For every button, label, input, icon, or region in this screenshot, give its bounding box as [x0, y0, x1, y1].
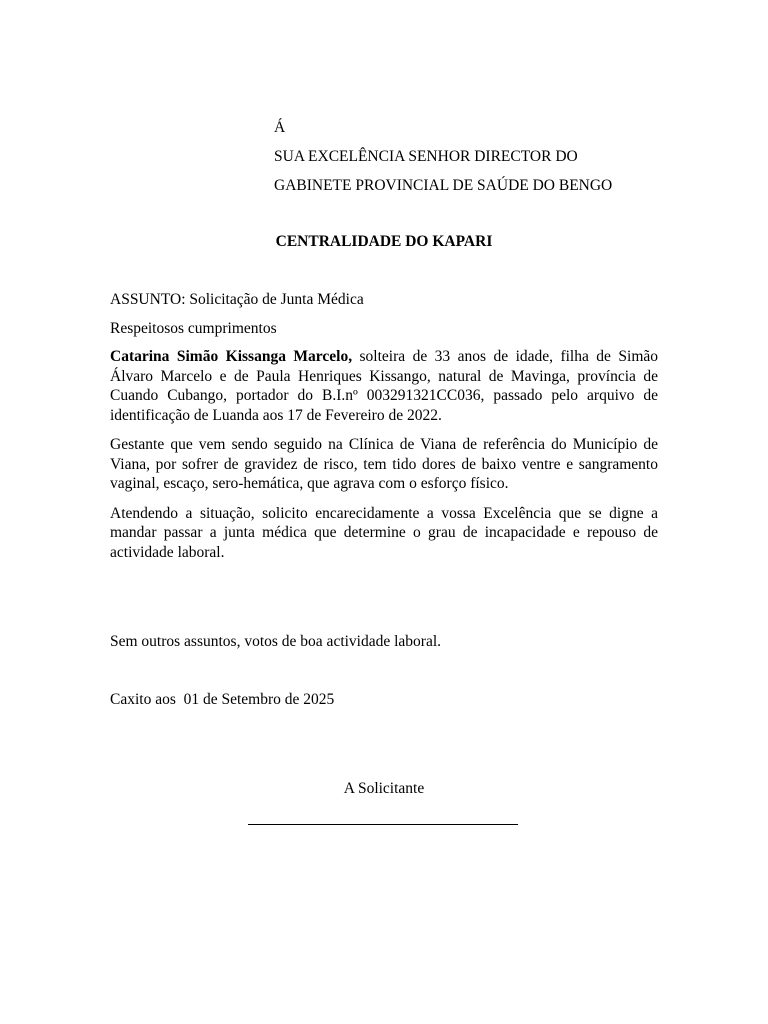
signature-line	[248, 824, 518, 825]
letter-body	[110, 290, 658, 572]
paragraph-condition: Gestante que vem sendo seguido na Clínica de Viana de referência do Município de Viana, por sofrer de gravidez de risco, tem tido dores de baixo ventre e sangramento vaginal, escaço, sero-hemática, que agrava com o esforço físico.	[110, 436, 658, 492]
recipient-line-2: SUA EXCELÊNCIA SENHOR DIRECTOR DO	[274, 148, 578, 165]
greeting-line: Respeitosos cumprimentos	[110, 319, 277, 337]
document-heading: CENTRALIDADE DO KAPARI	[275, 233, 493, 250]
subject-line: ASSUNTO: Solicitação de Junta Médica	[110, 291, 364, 308]
paragraph-identification	[110, 347, 658, 425]
recipient-block	[274, 113, 612, 200]
closing-line: Sem outros assuntos, votos de boa actividade laboral.	[110, 633, 442, 650]
date-line: Caxito aos 01 de Setembro de 2025	[110, 691, 335, 708]
recipient-line-1: Á	[274, 119, 286, 136]
identification-text: solteira de 33 anos de idade, filha de Simão Álvaro Marcelo e de Paula Henriques Kissango, natural de Mavinga, província de Cuando Cubango, portador do B.I.nº 003291321CC036, passado pelo arquivo de identificação de Luanda aos 17 de Fevereiro de 2022.	[110, 348, 659, 424]
paragraph-request: Atendendo a situação, solicito encarecidamente a vossa Excelência que se digne a mandar passar a junta médica que determine o grau de incapacidade e repouso de actividade laboral.	[110, 504, 658, 561]
signer-label: A Solicitante	[343, 780, 425, 797]
recipient-line-3: GABINETE PROVINCIAL DE SAÚDE DO BENGO	[274, 177, 613, 194]
applicant-name: Catarina Simão Kissanga Marcelo,	[110, 348, 353, 365]
